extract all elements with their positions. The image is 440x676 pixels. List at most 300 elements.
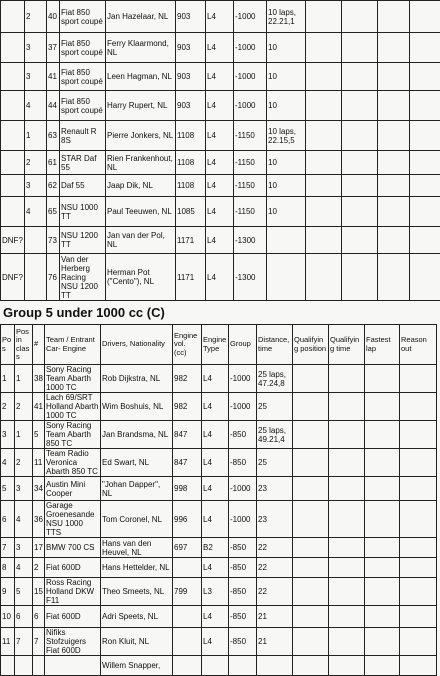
cell-qualifying-time xyxy=(329,365,365,393)
cell-driver: Tom Coronel, NL xyxy=(101,501,173,538)
cell-engine-type: L4 xyxy=(202,606,229,628)
table-row xyxy=(1,501,437,538)
cell-engine-type: L4 xyxy=(206,91,234,121)
cell-number: 44 xyxy=(47,91,60,121)
cell-fastest-lap xyxy=(378,254,410,301)
cell-pos-in-class: 3 xyxy=(25,175,47,197)
cell-qualifying-position xyxy=(293,538,329,558)
cell-pos: 4 xyxy=(1,449,15,477)
cell-distance: 23 xyxy=(257,477,293,501)
cell-team: Ross Racing Holland DKW F11 xyxy=(45,578,101,606)
cell-number: 7 xyxy=(33,628,45,656)
cell-driver: "Johan Dapper", NL xyxy=(101,477,173,501)
table-row xyxy=(1,63,440,91)
cell-engine-type: B2 xyxy=(202,538,229,558)
cell-engine-type: L4 xyxy=(206,151,234,175)
cell-group: -1150 xyxy=(234,151,267,175)
cell-driver: Jan van der Pol, NL xyxy=(106,227,176,254)
cell-engine-type: L4 xyxy=(202,501,229,538)
cell-qualifying-time xyxy=(329,656,365,676)
cell-pos: 5 xyxy=(1,477,15,501)
cell-fastest-lap xyxy=(365,656,400,676)
cell-engine-vol xyxy=(173,628,202,656)
cell-team: BMW 700 CS xyxy=(45,538,101,558)
cell-pos-in-class: 3 xyxy=(25,63,47,91)
cell-engine-vol: 697 xyxy=(173,538,202,558)
cell-engine-type: L3 xyxy=(202,578,229,606)
cell-team: Austin Mini Cooper xyxy=(45,477,101,501)
cell-engine-type: L4 xyxy=(206,197,234,227)
cell-fastest-lap xyxy=(378,197,410,227)
cell-driver: Wim Boshuis, NL xyxy=(101,393,173,421)
cell-team: Fiat 850 sport coupé xyxy=(60,91,106,121)
cell-pos: 1 xyxy=(1,365,15,393)
cell-distance: 22 xyxy=(257,578,293,606)
cell-qualifying-position xyxy=(293,558,329,578)
cell-fastest-lap xyxy=(365,578,400,606)
cell-reason-out xyxy=(400,501,437,538)
cell-qualifying-position xyxy=(293,477,329,501)
bottom-table-body xyxy=(1,325,437,676)
header-number: # xyxy=(33,325,45,365)
cell-pos xyxy=(1,91,25,121)
cell-group: -850 xyxy=(229,538,257,558)
cell-group: -1300 xyxy=(234,254,267,301)
cell-pos xyxy=(1,63,25,91)
cell-group: -850 xyxy=(229,606,257,628)
cell-pos xyxy=(1,151,25,175)
cell-engine-type: L4 xyxy=(202,558,229,578)
cell-number: 17 xyxy=(33,538,45,558)
cell-pos-in-class: 3 xyxy=(15,538,33,558)
cell-number: 11 xyxy=(33,449,45,477)
cell-fastest-lap xyxy=(365,449,400,477)
cell-engine-type: L4 xyxy=(206,175,234,197)
cell-pos-in-class: 6 xyxy=(15,606,33,628)
table-row xyxy=(1,151,440,175)
cell-engine-vol xyxy=(173,558,202,578)
cell-pos-in-class: 7 xyxy=(15,628,33,656)
top-table-body xyxy=(1,1,440,301)
cell-reason-out xyxy=(400,628,437,656)
cell-distance: 25 xyxy=(257,393,293,421)
cell-number xyxy=(33,656,45,676)
cell-pos: 3 xyxy=(1,421,15,449)
table-row xyxy=(1,538,437,558)
cell-team: Nifiks Stofzuigers Fiat 600D xyxy=(45,628,101,656)
cell-pos: 8 xyxy=(1,558,15,578)
cell-group: -1150 xyxy=(234,197,267,227)
cell-driver: Jan Brandsma, NL xyxy=(101,421,173,449)
cell-number: 62 xyxy=(47,175,60,197)
cell-engine-type: L4 xyxy=(206,121,234,151)
header-qualifying-position: Qualifying position xyxy=(293,325,329,365)
cell-qualifying-time xyxy=(329,606,365,628)
cell-group: -850 xyxy=(229,421,257,449)
cell-driver: Hans van den Heuvel, NL xyxy=(101,538,173,558)
cell-group: -850 xyxy=(229,558,257,578)
cell-pos xyxy=(1,175,25,197)
cell-engine-vol: 1108 xyxy=(176,175,206,197)
header-group: Group xyxy=(229,325,257,365)
cell-qualifying-time xyxy=(329,538,365,558)
cell-qualifying-time xyxy=(329,628,365,656)
cell-qualifying-time xyxy=(342,63,378,91)
table-row xyxy=(1,1,440,33)
cell-engine-vol: 982 xyxy=(173,365,202,393)
cell-team: NSU 1200 TT xyxy=(60,227,106,254)
cell-reason-out xyxy=(400,365,437,393)
cell-pos: 7 xyxy=(1,538,15,558)
cell-team xyxy=(45,656,101,676)
cell-pos-in-class: 4 xyxy=(15,558,33,578)
cell-qualifying-time xyxy=(329,578,365,606)
cell-engine-type: L4 xyxy=(202,477,229,501)
cell-qualifying-position xyxy=(306,63,342,91)
cell-qualifying-position xyxy=(306,227,342,254)
cell-engine-vol: 903 xyxy=(176,33,206,63)
cell-number: 37 xyxy=(47,33,60,63)
cell-fastest-lap xyxy=(365,501,400,538)
cell-team: Sony Racing Team Abarth 1000 TC xyxy=(45,365,101,393)
cell-reason-out xyxy=(400,449,437,477)
cell-engine-type: L4 xyxy=(206,63,234,91)
results-table-previous-group xyxy=(0,0,440,301)
cell-driver: Harry Rupert, NL xyxy=(106,91,176,121)
section-title: Group 5 under 1000 cc (C) xyxy=(3,305,165,321)
cell-engine-type: L4 xyxy=(202,365,229,393)
cell-fastest-lap xyxy=(365,393,400,421)
cell-engine-type: L4 xyxy=(202,449,229,477)
header-drivers: Drivers, Nationality xyxy=(101,325,173,365)
cell-pos xyxy=(1,656,15,676)
table-row xyxy=(1,558,437,578)
cell-engine-type: L4 xyxy=(202,421,229,449)
cell-number: 36 xyxy=(33,501,45,538)
cell-team: Renault R 8S xyxy=(60,121,106,151)
cell-engine-vol: 903 xyxy=(176,1,206,33)
cell-number: 61 xyxy=(47,151,60,175)
cell-number: 2 xyxy=(33,558,45,578)
cell-pos-in-class: 1 xyxy=(25,121,47,151)
cell-driver: Adri Speets, NL xyxy=(101,606,173,628)
cell-pos-in-class: 2 xyxy=(15,449,33,477)
cell-reason-out xyxy=(400,578,437,606)
table-row xyxy=(1,393,437,421)
cell-pos-in-class: 3 xyxy=(15,477,33,501)
cell-team: Fiat 850 sport coupé xyxy=(60,1,106,33)
table-row xyxy=(1,628,437,656)
cell-team: Fiat 850 sport coupé xyxy=(60,33,106,63)
cell-driver: Rien Frankenhout, NL xyxy=(106,151,176,175)
cell-qualifying-position xyxy=(293,421,329,449)
cell-fastest-lap xyxy=(378,227,410,254)
cell-pos-in-class: 2 xyxy=(25,151,47,175)
cell-engine-vol: 903 xyxy=(176,63,206,91)
cell-driver: Theo Smeets, NL xyxy=(101,578,173,606)
cell-group: -1000 xyxy=(229,501,257,538)
cell-fastest-lap xyxy=(378,33,410,63)
cell-fastest-lap xyxy=(365,365,400,393)
cell-fastest-lap xyxy=(378,151,410,175)
cell-qualifying-position xyxy=(306,197,342,227)
cell-pos-in-class: 1 xyxy=(15,365,33,393)
header-reason-out: Reason out xyxy=(400,325,437,365)
cell-qualifying-position xyxy=(306,1,342,33)
cell-engine-type: L4 xyxy=(202,628,229,656)
cell-fastest-lap xyxy=(378,175,410,197)
cell-pos-in-class: 2 xyxy=(15,393,33,421)
table-row xyxy=(1,656,437,676)
cell-reason-out xyxy=(410,227,440,254)
cell-driver: Jaap Dik, NL xyxy=(106,175,176,197)
cell-pos-in-class: 3 xyxy=(25,33,47,63)
cell-qualifying-position xyxy=(293,628,329,656)
cell-engine-type: L4 xyxy=(206,227,234,254)
cell-fastest-lap xyxy=(378,63,410,91)
cell-qualifying-time xyxy=(342,151,378,175)
header-fastest-lap: Fastest lap xyxy=(365,325,400,365)
cell-engine-vol: 1085 xyxy=(176,197,206,227)
cell-pos: 2 xyxy=(1,393,15,421)
cell-number: 6 xyxy=(33,606,45,628)
cell-group xyxy=(229,656,257,676)
cell-qualifying-time xyxy=(329,477,365,501)
cell-engine-vol: 998 xyxy=(173,477,202,501)
cell-pos xyxy=(1,121,25,151)
cell-distance: 22 xyxy=(257,538,293,558)
cell-qualifying-position xyxy=(293,393,329,421)
cell-fastest-lap xyxy=(365,477,400,501)
cell-driver: Jan Hazelaar, NL xyxy=(106,1,176,33)
cell-driver: Pierre Jonkers, NL xyxy=(106,121,176,151)
cell-qualifying-time xyxy=(329,421,365,449)
cell-qualifying-position xyxy=(306,254,342,301)
cell-pos: DNF? xyxy=(1,254,25,301)
header-team: Team / Entrant Car- Engine xyxy=(45,325,101,365)
cell-driver: Ron Kluit, NL xyxy=(101,628,173,656)
cell-engine-type xyxy=(202,656,229,676)
cell-qualifying-time xyxy=(329,393,365,421)
cell-engine-vol: 903 xyxy=(176,91,206,121)
cell-number: 76 xyxy=(47,254,60,301)
cell-qualifying-time xyxy=(342,91,378,121)
cell-distance: 10 laps, 22.21,1 xyxy=(267,1,306,33)
table-row xyxy=(1,606,437,628)
cell-team: Fiat 850 sport coupé xyxy=(60,63,106,91)
cell-fastest-lap xyxy=(365,606,400,628)
cell-distance: 10 xyxy=(267,175,306,197)
cell-qualifying-time xyxy=(342,175,378,197)
header-pos-in-class: Pos in class xyxy=(15,325,33,365)
cell-qualifying-time xyxy=(342,1,378,33)
cell-driver: Ed Swart, NL xyxy=(101,449,173,477)
cell-reason-out xyxy=(410,63,440,91)
table-row xyxy=(1,121,440,151)
header-distance: Distance, time xyxy=(257,325,293,365)
cell-reason-out xyxy=(410,151,440,175)
header-qualifying-time: Qualifying time xyxy=(329,325,365,365)
cell-qualifying-time xyxy=(329,501,365,538)
table-row xyxy=(1,175,440,197)
cell-engine-vol: 1171 xyxy=(176,254,206,301)
cell-driver: Rob Dijkstra, NL xyxy=(101,365,173,393)
cell-reason-out xyxy=(400,393,437,421)
cell-driver: Herman Pot ("Cento"), NL xyxy=(106,254,176,301)
cell-number: 40 xyxy=(47,1,60,33)
cell-engine-vol: 996 xyxy=(173,501,202,538)
header-engine-type: Engine Type xyxy=(202,325,229,365)
table-row xyxy=(1,421,437,449)
cell-engine-vol: 847 xyxy=(173,421,202,449)
cell-fastest-lap xyxy=(365,558,400,578)
cell-pos-in-class: 2 xyxy=(25,1,47,33)
cell-qualifying-time xyxy=(342,197,378,227)
cell-reason-out xyxy=(410,254,440,301)
cell-qualifying-position xyxy=(306,175,342,197)
cell-reason-out xyxy=(410,91,440,121)
cell-group: -1000 xyxy=(234,33,267,63)
cell-team: Sony Racing Team Abarth 850 TC xyxy=(45,421,101,449)
cell-distance: 22 xyxy=(257,558,293,578)
cell-engine-vol: 799 xyxy=(173,578,202,606)
cell-pos: 9 xyxy=(1,578,15,606)
cell-pos xyxy=(1,1,25,33)
cell-qualifying-time xyxy=(342,254,378,301)
cell-reason-out xyxy=(400,558,437,578)
cell-qualifying-time xyxy=(342,227,378,254)
cell-engine-type: L4 xyxy=(206,1,234,33)
cell-pos: 6 xyxy=(1,501,15,538)
table-row xyxy=(1,91,440,121)
cell-driver: Hans Hettelder, NL xyxy=(101,558,173,578)
table-row xyxy=(1,197,440,227)
cell-qualifying-position xyxy=(293,578,329,606)
cell-fastest-lap xyxy=(365,628,400,656)
cell-team: Team Radio Veronica Abarth 850 TC xyxy=(45,449,101,477)
cell-pos-in-class: 4 xyxy=(25,197,47,227)
table-row xyxy=(1,227,440,254)
cell-fastest-lap xyxy=(365,421,400,449)
cell-reason-out xyxy=(400,656,437,676)
cell-reason-out xyxy=(400,477,437,501)
table-row xyxy=(1,254,440,301)
cell-team: Fiat 600D xyxy=(45,606,101,628)
cell-driver: Leen Hagman, NL xyxy=(106,63,176,91)
cell-team: Van der Herberg Racing NSU 1200 TT xyxy=(60,254,106,301)
cell-number: 73 xyxy=(47,227,60,254)
cell-fastest-lap xyxy=(378,121,410,151)
header-row xyxy=(1,325,437,365)
cell-pos xyxy=(1,197,25,227)
cell-qualifying-position xyxy=(293,656,329,676)
cell-engine-type: L4 xyxy=(202,393,229,421)
cell-qualifying-position xyxy=(306,121,342,151)
cell-team: NSU 1000 TT xyxy=(60,197,106,227)
cell-reason-out xyxy=(410,1,440,33)
cell-number: 38 xyxy=(33,365,45,393)
cell-reason-out xyxy=(410,175,440,197)
cell-fastest-lap xyxy=(378,1,410,33)
cell-qualifying-time xyxy=(342,121,378,151)
cell-engine-vol: 982 xyxy=(173,393,202,421)
cell-driver: Ferry Klaarmond, NL xyxy=(106,33,176,63)
cell-distance: 25 xyxy=(257,449,293,477)
cell-fastest-lap xyxy=(365,538,400,558)
cell-team: Lach 69/SRT Holland Abarth 1000 TC xyxy=(45,393,101,421)
cell-pos-in-class: 5 xyxy=(15,578,33,606)
cell-engine-type: L4 xyxy=(206,254,234,301)
cell-reason-out xyxy=(410,121,440,151)
cell-group: -850 xyxy=(229,628,257,656)
cell-number: 65 xyxy=(47,197,60,227)
cell-distance: 25 laps, 49.21,4 xyxy=(257,421,293,449)
cell-group: -1300 xyxy=(234,227,267,254)
cell-distance: 10 xyxy=(267,197,306,227)
cell-engine-vol: 1108 xyxy=(176,121,206,151)
cell-group: -1000 xyxy=(234,91,267,121)
cell-number: 63 xyxy=(47,121,60,151)
cell-driver: Paul Teeuwen, NL xyxy=(106,197,176,227)
cell-pos: DNF? xyxy=(1,227,25,254)
cell-number: 41 xyxy=(33,393,45,421)
cell-distance: 10 laps, 22.15,5 xyxy=(267,121,306,151)
cell-qualifying-time xyxy=(342,33,378,63)
cell-qualifying-position xyxy=(293,606,329,628)
table-row xyxy=(1,477,437,501)
cell-qualifying-time xyxy=(329,449,365,477)
cell-group: -1150 xyxy=(234,121,267,151)
cell-distance xyxy=(257,656,293,676)
cell-qualifying-position xyxy=(293,501,329,538)
cell-engine-type: L4 xyxy=(206,33,234,63)
cell-group: -1000 xyxy=(229,477,257,501)
cell-reason-out xyxy=(410,197,440,227)
cell-reason-out xyxy=(400,606,437,628)
cell-team: STAR Daf 55 xyxy=(60,151,106,175)
cell-group: -1150 xyxy=(234,175,267,197)
cell-group: -1000 xyxy=(234,63,267,91)
cell-team: Fiat 600D xyxy=(45,558,101,578)
cell-reason-out xyxy=(410,33,440,63)
cell-pos xyxy=(1,33,25,63)
cell-distance xyxy=(267,227,306,254)
cell-pos: 10 xyxy=(1,606,15,628)
cell-pos-in-class xyxy=(25,227,47,254)
cell-number: 15 xyxy=(33,578,45,606)
cell-pos-in-class xyxy=(25,254,47,301)
cell-distance xyxy=(267,254,306,301)
cell-number: 34 xyxy=(33,477,45,501)
cell-distance: 23 xyxy=(257,501,293,538)
cell-group: -1000 xyxy=(229,393,257,421)
cell-distance: 21 xyxy=(257,628,293,656)
cell-engine-vol: 847 xyxy=(173,449,202,477)
cell-engine-vol: 1171 xyxy=(176,227,206,254)
table-row xyxy=(1,449,437,477)
cell-distance: 10 xyxy=(267,151,306,175)
cell-reason-out xyxy=(400,538,437,558)
cell-team: Garage Groenesande NSU 1000 TTS xyxy=(45,501,101,538)
cell-qualifying-time xyxy=(329,558,365,578)
cell-engine-vol xyxy=(173,656,202,676)
cell-qualifying-position xyxy=(293,449,329,477)
cell-fastest-lap xyxy=(378,91,410,121)
cell-pos-in-class xyxy=(15,656,33,676)
cell-distance: 25 laps, 47.24,8 xyxy=(257,365,293,393)
cell-group: -850 xyxy=(229,449,257,477)
header-pos: Pos xyxy=(1,325,15,365)
